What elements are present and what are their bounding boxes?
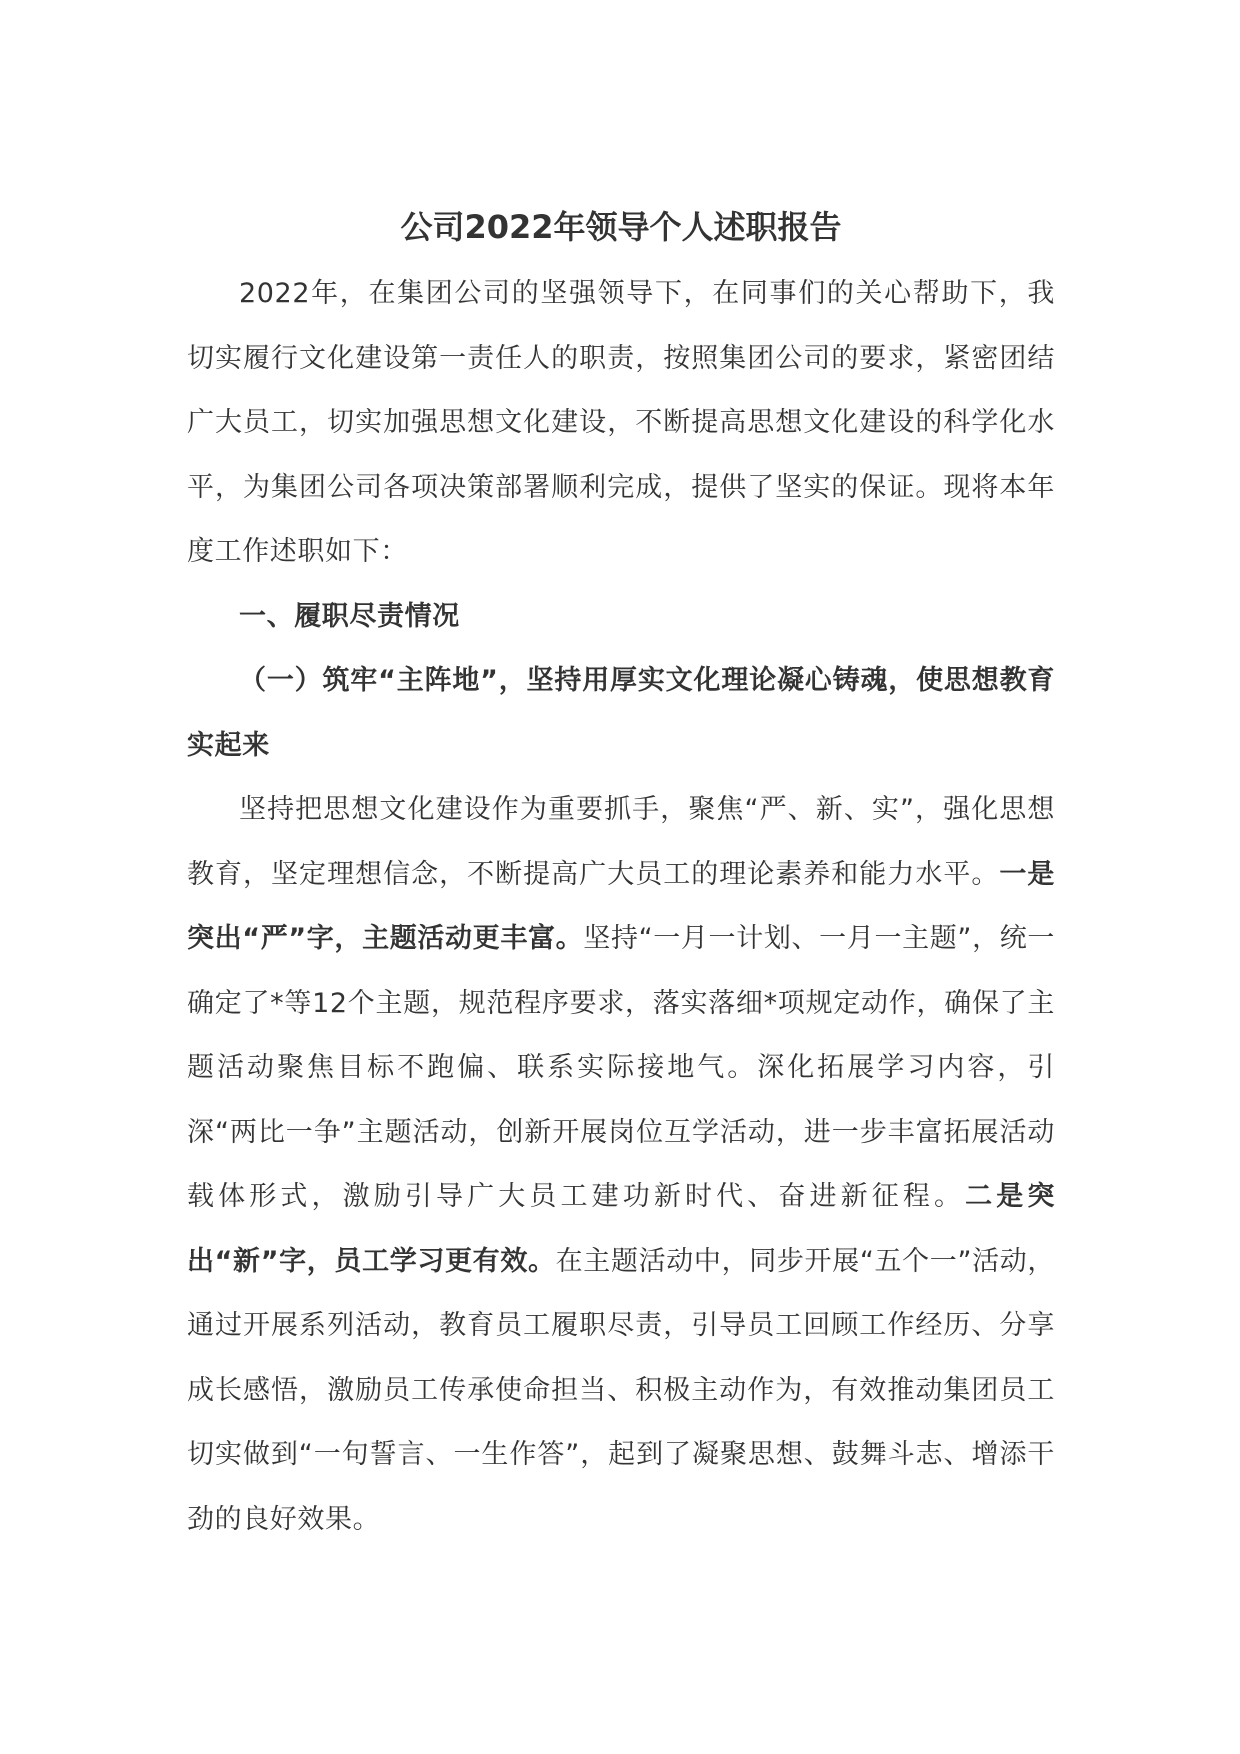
intro-paragraph: 2022年，在集团公司的坚强领导下，在同事们的关心帮助下，我切实履行文化建设第一责任人的职责，按照集团公司的要求，紧密团结广大员工，切实加强思想文化建设，不断提高思想文化建设的科学化水平，为集团公司各项决策部署顺利完成，提供了坚实的保证。现将本年度工作述职如下：: [187, 278, 1055, 567]
body-text-3: 在主题活动中，同步开展“五个一”活动，通过开展系列活动，教育员工履职尽责，引导员工回顾工作经历、分享成长感悟，激励员工传承使命担当、积极主动作为，有效推动集团员工切实做到“一句誓言、一生作答”，起到了凝聚思想、鼓舞斗志、增添干劲的良好效果。: [187, 1245, 1056, 1535]
document-page: [187, 200, 1055, 1552]
document-title: 公司2022年领导个人述职报告: [400, 208, 842, 246]
body-bold-point-1: 一是突出“严”字，主题活动更丰富。: [187, 858, 1056, 954]
body-paragraph: [187, 778, 1055, 1552]
body-text-2: 坚持“一月一计划、一月一主题”，统一确定了*等12个主题，规范程序要求，落实落细*项规定动作，确保了主题活动聚焦目标不跑偏、联系实际接地气。深化拓展学习内容，引深“两比一争”主题活动，创新开展岗位互学活动，进一步丰富拓展活动载体形式，激励引导广大员工建功新时代、奋进新征程。: [187, 923, 1055, 1212]
body-bold-point-2: 二是突出“新”字，员工学习更有效。: [187, 1181, 1055, 1277]
section-heading: 一、履职尽责情况: [239, 600, 460, 632]
subsection-heading: （一）筑牢“主阵地”，坚持用厚实文化理论凝心铸魂，使思想教育实起来: [187, 665, 1055, 761]
body-text-1: 坚持把思想文化建设作为重要抓手，聚焦“严、新、实”，强化思想教育，坚定理想信念，不断提高广大员工的理论素养和能力水平。: [187, 794, 1055, 890]
